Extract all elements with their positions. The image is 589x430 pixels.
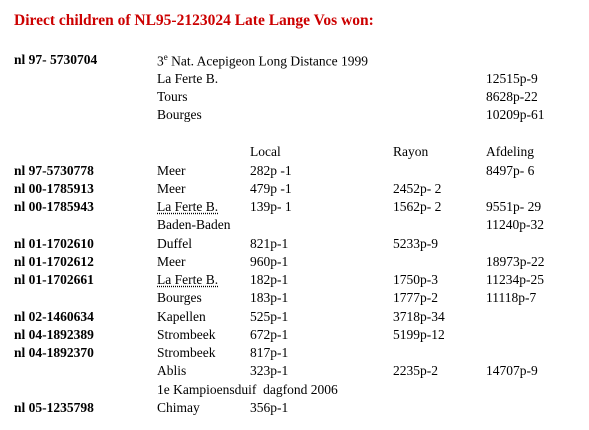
pigeon-id: nl 97- 5730704 [14, 52, 98, 67]
afdeling-result: 11118p-7 [486, 290, 537, 305]
result-row [0, 107, 589, 125]
result-row [0, 181, 589, 199]
rayon-result: 1777p-2 [393, 290, 438, 305]
rayon-result: 5199p-12 [393, 327, 445, 342]
race-place: Bourges [157, 107, 202, 122]
race-place: La Ferte B. [157, 199, 219, 214]
race-place: Baden-Baden [157, 217, 231, 232]
rayon-result: 1562p- 2 [393, 199, 442, 214]
race-place: La Ferte B. [157, 71, 219, 86]
pigeon-id: nl 00-1785943 [14, 199, 94, 214]
local-result: 182p-1 [250, 272, 289, 287]
race-place: Duffel [157, 236, 192, 251]
rayon-result: 2235p-2 [393, 363, 438, 378]
result-row [0, 163, 589, 181]
race-place: Tours [157, 89, 188, 104]
header-afdeling: Afdeling [486, 144, 534, 159]
race-place: Strombeek [157, 327, 216, 342]
race-place: Kapellen [157, 309, 206, 324]
result-row [0, 363, 589, 381]
pigeon-id: nl 01-1702612 [14, 254, 94, 269]
afdeling-result: 11240p-32 [486, 217, 544, 232]
local-result: 817p-1 [250, 345, 289, 360]
pigeon-id: nl 97-5730778 [14, 163, 94, 178]
header-rayon: Rayon [393, 144, 429, 159]
header-local: Local [250, 144, 281, 159]
race-place: Ablis [157, 363, 187, 378]
afdeling-result: 18973p-22 [486, 254, 545, 269]
local-result: 356p-1 [250, 400, 289, 415]
column-headers [0, 144, 589, 162]
result-row [0, 236, 589, 254]
result-row [0, 52, 589, 70]
afdeling-result: 8497p- 6 [486, 163, 535, 178]
local-result: 323p-1 [250, 363, 289, 378]
pigeon-id: nl 01-1702661 [14, 272, 94, 287]
result-row [0, 254, 589, 272]
pigeon-id: nl 04-1892389 [14, 327, 94, 342]
race-place: Bourges [157, 290, 202, 305]
rayon-result: 5233p-9 [393, 236, 438, 251]
local-result: 672p-1 [250, 327, 289, 342]
race-place: Meer [157, 163, 186, 178]
pigeon-id: nl 02-1460634 [14, 309, 94, 324]
race-place: Strombeek [157, 345, 216, 360]
achievement-text: 1e Kampioensduif dagfond 2006 [157, 382, 338, 397]
pigeon-id: nl 04-1892370 [14, 345, 94, 360]
rayon-result: 1750p-3 [393, 272, 438, 287]
afdeling-result: 11234p-25 [486, 272, 544, 287]
result-row [0, 89, 589, 107]
pigeon-id: nl 01-1702610 [14, 236, 94, 251]
afdeling-result: 8628p-22 [486, 89, 538, 104]
local-result: 183p-1 [250, 290, 289, 305]
local-result: 479p -1 [250, 181, 292, 196]
page-title: Direct children of NL95-2123024 Late Lange Vos won: [14, 12, 374, 29]
result-row [0, 382, 589, 400]
result-row [0, 400, 589, 418]
local-result: 139p- 1 [250, 199, 292, 214]
race-place: Chimay [157, 400, 200, 415]
result-row [0, 290, 589, 308]
afdeling-result: 12515p-9 [486, 71, 538, 86]
race-place: Meer [157, 181, 186, 196]
rayon-result: 3718p-34 [393, 309, 445, 324]
local-result: 960p-1 [250, 254, 289, 269]
afdeling-result: 14707p-9 [486, 363, 538, 378]
pigeon-id: nl 05-1235798 [14, 400, 94, 415]
afdeling-result: 9551p- 29 [486, 199, 542, 214]
achievement-text: 3e Nat. Acepigeon Long Distance 1999 [157, 52, 368, 69]
local-result: 282p -1 [250, 163, 292, 178]
result-row [0, 327, 589, 345]
result-row [0, 309, 589, 327]
result-row [0, 345, 589, 363]
local-result: 525p-1 [250, 309, 289, 324]
rayon-result: 2452p- 2 [393, 181, 442, 196]
result-row [0, 272, 589, 290]
afdeling-result: 10209p-61 [486, 107, 545, 122]
local-result: 821p-1 [250, 236, 289, 251]
result-row [0, 217, 589, 235]
race-place: Meer [157, 254, 186, 269]
race-place: La Ferte B. [157, 272, 219, 287]
result-row [0, 71, 589, 89]
pigeon-id: nl 00-1785913 [14, 181, 94, 196]
result-row [0, 199, 589, 217]
